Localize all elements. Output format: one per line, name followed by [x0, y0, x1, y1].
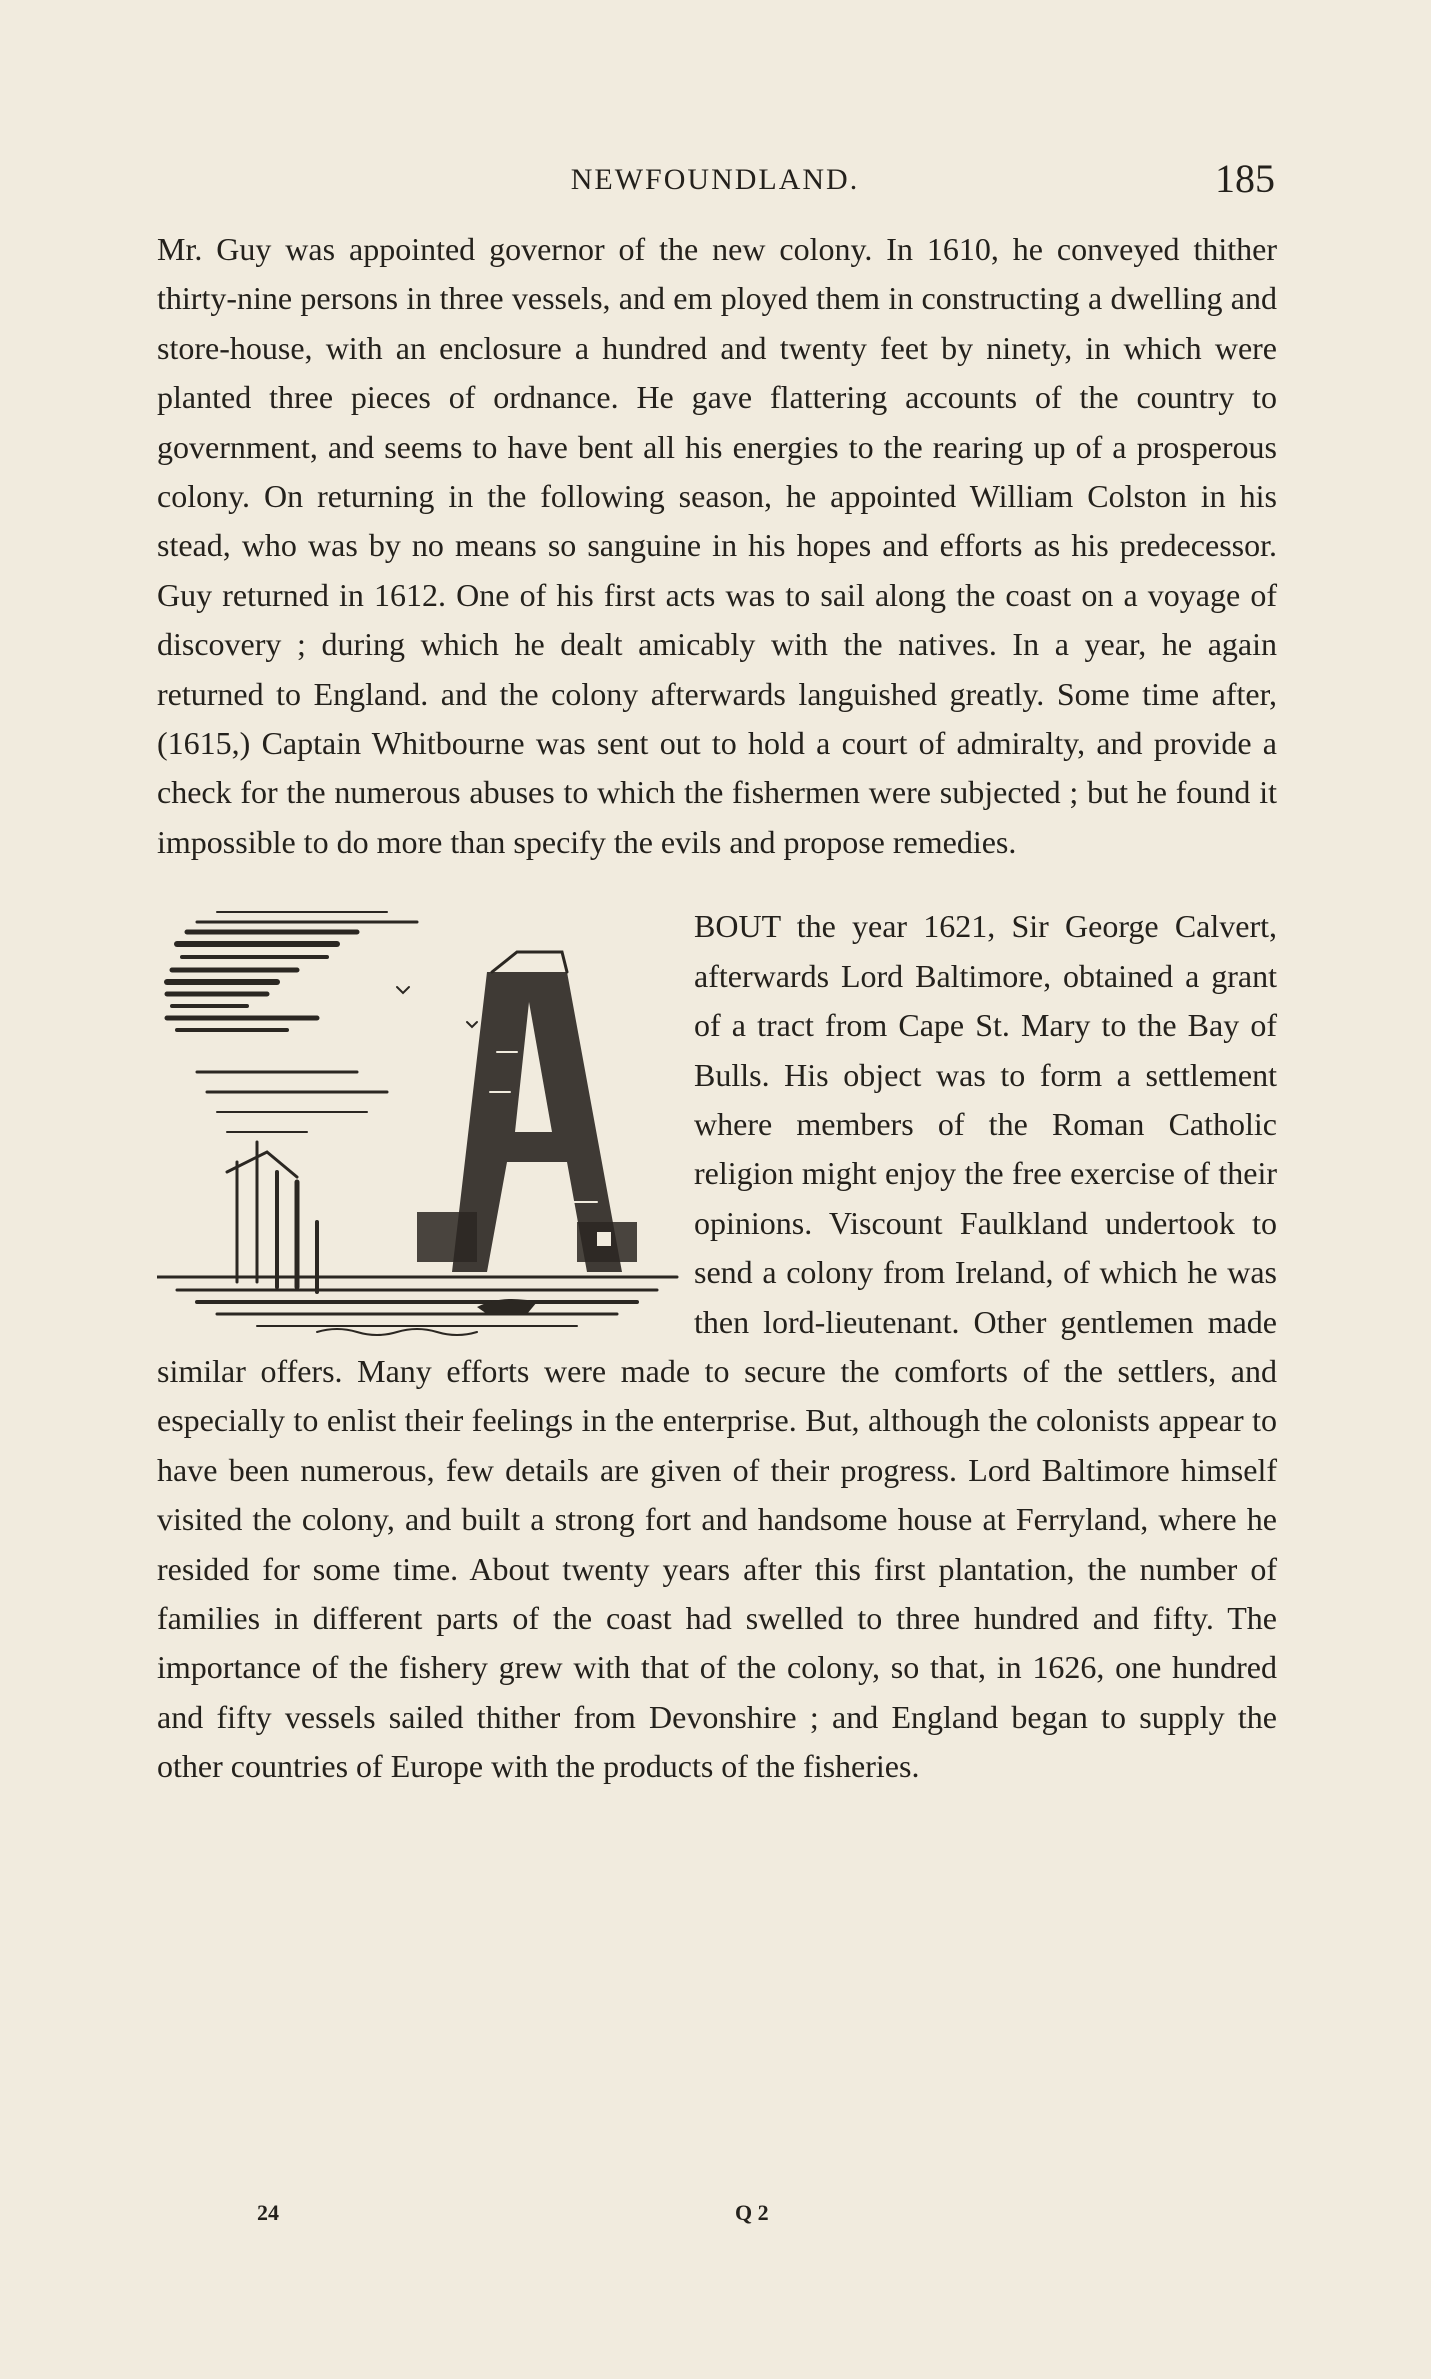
- body-text: [157, 225, 1277, 1792]
- paragraph-2: BOUT the year 1621, Sir George Calvert, afterwards Lord Baltimore, obtained a grant of a tract from Cape St. Mary to the Bay of Bulls. His object was to form a settlement where members of the Roman Catholic religion might enjoy the free exercise of their opinions. Viscount Faulkland undertook to send a colony from Ireland, of which he was then lord-lieutenant. Other gentlemen made similar offers. Many efforts were made to secure the comforts of the settlers, and especially to enlist their feelings in the enterprise. But, although the colonists appear to have been numerous, few details are given of their progress. Lord Baltimore himself visited the colony, and built a strong fort and handsome house at Ferryland, where he resided for some time. About twenty years after this first plantation, the number of families in different parts of the coast had swelled to three hundred and fifty. The importance of the fishery grew with that of the colony, so that, in 1626, one hundred and fifty vessels sailed thither from Devonshire ; and England began to supply the other countries of Europe with the products of the fisheries.: [157, 908, 1277, 1785]
- drop-cap-illustration: [157, 902, 682, 1342]
- page-number: 185: [1215, 156, 1275, 201]
- running-title: NEWFOUNDLAND.: [570, 163, 860, 196]
- signature-mark-left: 24: [257, 2200, 279, 2225]
- page-footer: [155, 2200, 855, 2240]
- page-header: [155, 155, 1275, 205]
- signature-mark-mid: Q 2: [735, 2200, 769, 2225]
- paragraph-1: Mr. Guy was appointed governor of the new colony. In 1610, he conveyed thither thirty-nine persons in three vessels, and em ployed them in constructing a dwelling and store-house, with an enclosure a hundred and twenty feet by ninety, in which were planted three pieces of ordnance. He gave flattering accounts of the country to government, and seems to have bent all his energies to the rearing up of a prosperous colony. On returning in the following season, he appointed William Colston in his stead, who was by no means so sanguine in his hopes and efforts as his predecessor. Guy returned in 1612. One of his first acts was to sail along the coast on a voyage of discovery ; during which he dealt amicably with the natives. In a year, he again returned to England. and the colony afterwards languished greatly. Some time after, (1615,) Captain Whitbourne was sent out to hold a court of admiralty, and provide a check for the numerous abuses to which the fishermen were subjected ; but he found it impossible to do more than specify the evils and propose remedies.: [157, 231, 1277, 860]
- drop-cap-letter-a-icon: [157, 902, 682, 1342]
